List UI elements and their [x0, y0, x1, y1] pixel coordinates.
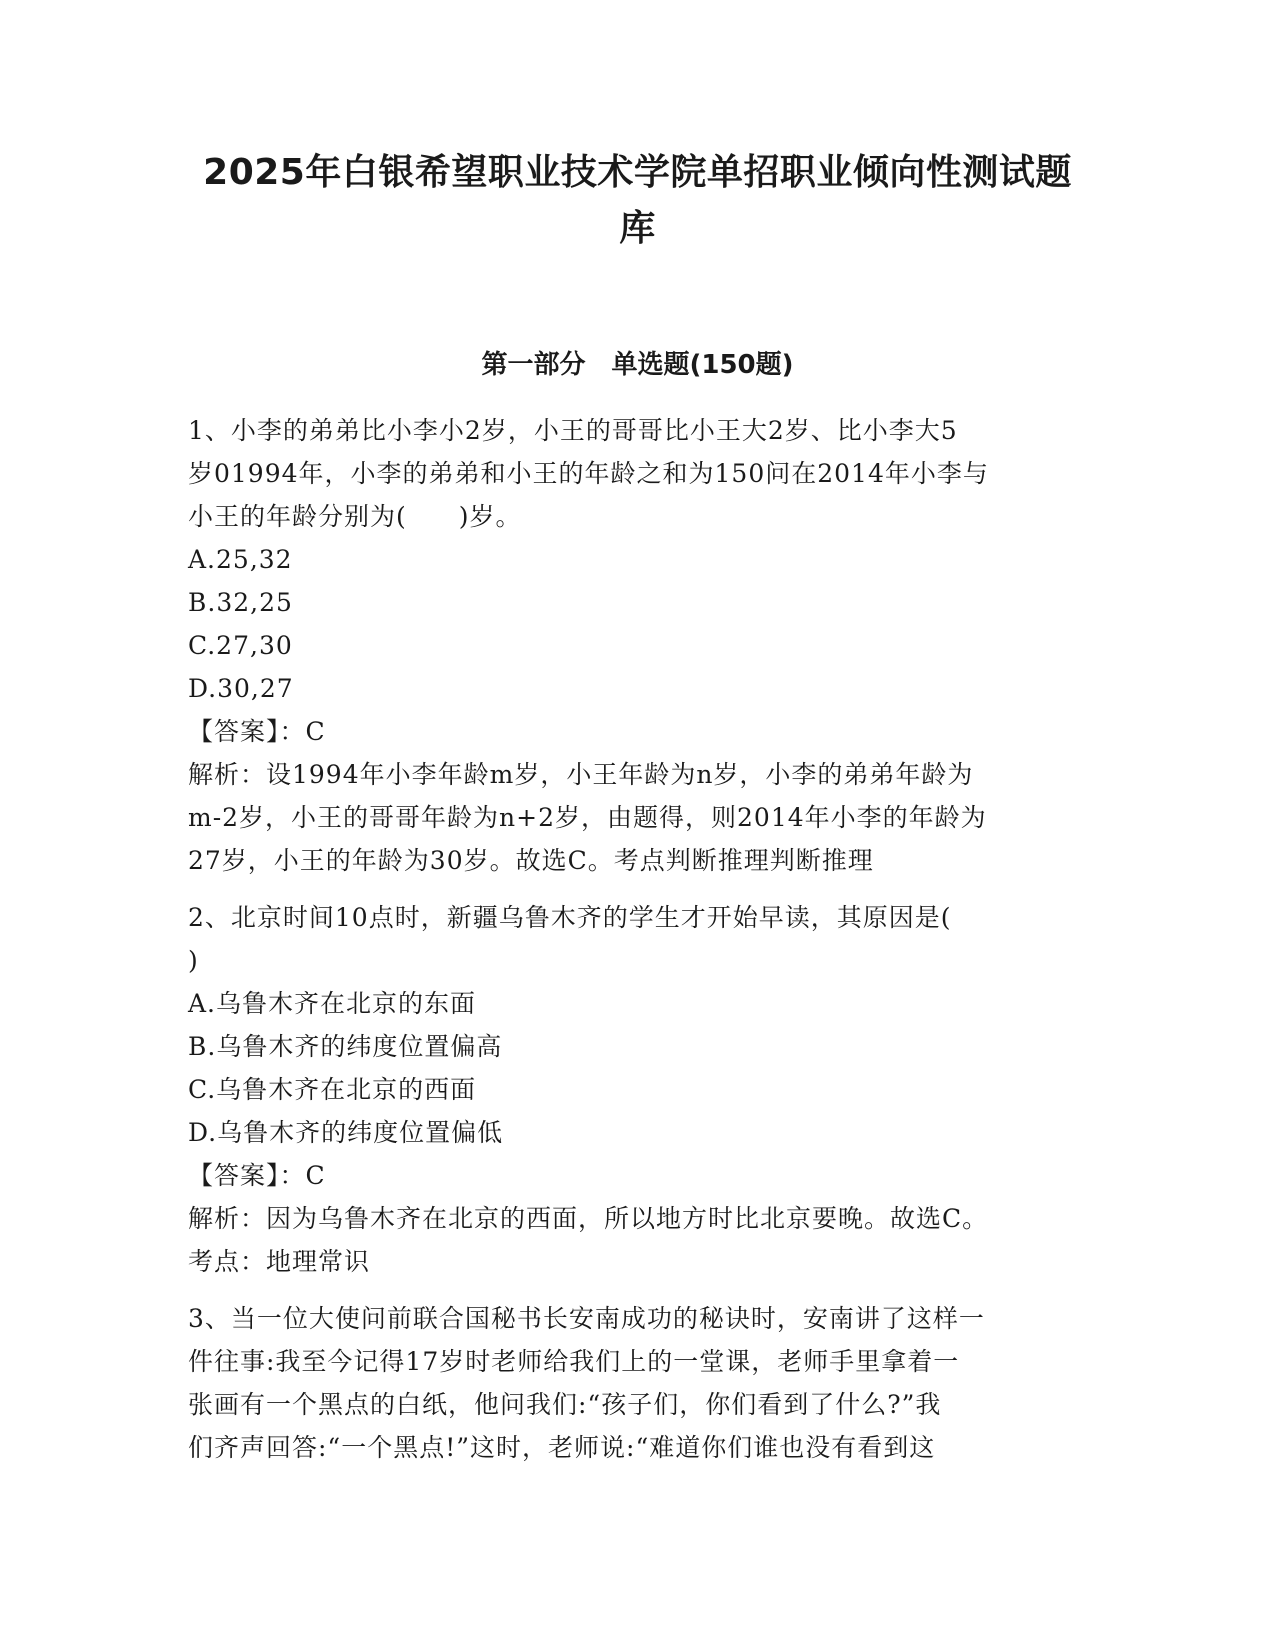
analysis-line: 解析：设1994年小李年龄m岁，小王年龄为n岁，小李的弟弟年龄为	[188, 760, 974, 789]
title-line-1: 2025年白银希望职业技术学院单招职业倾向性测试题	[203, 152, 1072, 193]
option-d: D.30,27	[188, 674, 294, 703]
question-stem-line: 张画有一个黑点的白纸，他问我们:“孩子们，你们看到了什么?”我	[188, 1390, 942, 1419]
section-heading: 第一部分 单选题(150题)	[481, 350, 794, 380]
question-stem-line: 小王的年龄分别为( )岁。	[188, 502, 522, 531]
question-stem-line: )	[188, 946, 199, 975]
question-3	[188, 1297, 1083, 1469]
answer-line: 【答案】：C	[188, 1161, 326, 1190]
title-line-2: 库	[619, 208, 656, 249]
analysis-line: m-2岁，小王的哥哥年龄为n+2岁，由题得，则2014年小李的年龄为	[188, 803, 987, 832]
option-c: C.27,30	[188, 631, 293, 660]
answer-line: 【答案】：C	[188, 717, 326, 746]
question-stem-line: 1、小李的弟弟比小李小2岁，小王的哥哥比小王大2岁、比小李大5	[188, 416, 958, 445]
question-stem-line: 岁01994年，小李的弟弟和小王的年龄之和为150问在2014年小李与	[188, 459, 989, 488]
document-title	[150, 145, 1125, 257]
option-c: C.乌鲁木齐在北京的西面	[188, 1075, 477, 1104]
option-a: A.乌鲁木齐在北京的东面	[188, 989, 477, 1018]
question-stem-line: 2、北京时间10点时，新疆乌鲁木齐的学生才开始早读，其原因是(	[188, 903, 952, 932]
analysis-line: 解析：因为乌鲁木齐在北京的西面，所以地方时比北京要晚。故选C。	[188, 1204, 989, 1233]
analysis-line: 考点：地理常识	[188, 1247, 371, 1276]
option-a: A.25,32	[188, 545, 293, 574]
option-b: B.32,25	[188, 588, 293, 617]
question-stem-line: 3、当一位大使问前联合国秘书长安南成功的秘诀时，安南讲了这样一	[188, 1304, 985, 1333]
question-2	[188, 896, 1083, 1283]
question-1	[188, 409, 1083, 882]
question-list	[188, 409, 1083, 1483]
analysis-line: 27岁，小王的年龄为30岁。故选C。考点判断推理判断推理	[188, 846, 874, 875]
question-stem-line: 件往事:我至今记得17岁时老师给我们上的一堂课，老师手里拿着一	[188, 1347, 960, 1376]
option-d: D.乌鲁木齐的纬度位置偏低	[188, 1118, 504, 1147]
question-stem-line: 们齐声回答:“一个黑点!”这时，老师说:“难道你们谁也没有看到这	[188, 1433, 936, 1462]
option-b: B.乌鲁木齐的纬度位置偏高	[188, 1032, 503, 1061]
